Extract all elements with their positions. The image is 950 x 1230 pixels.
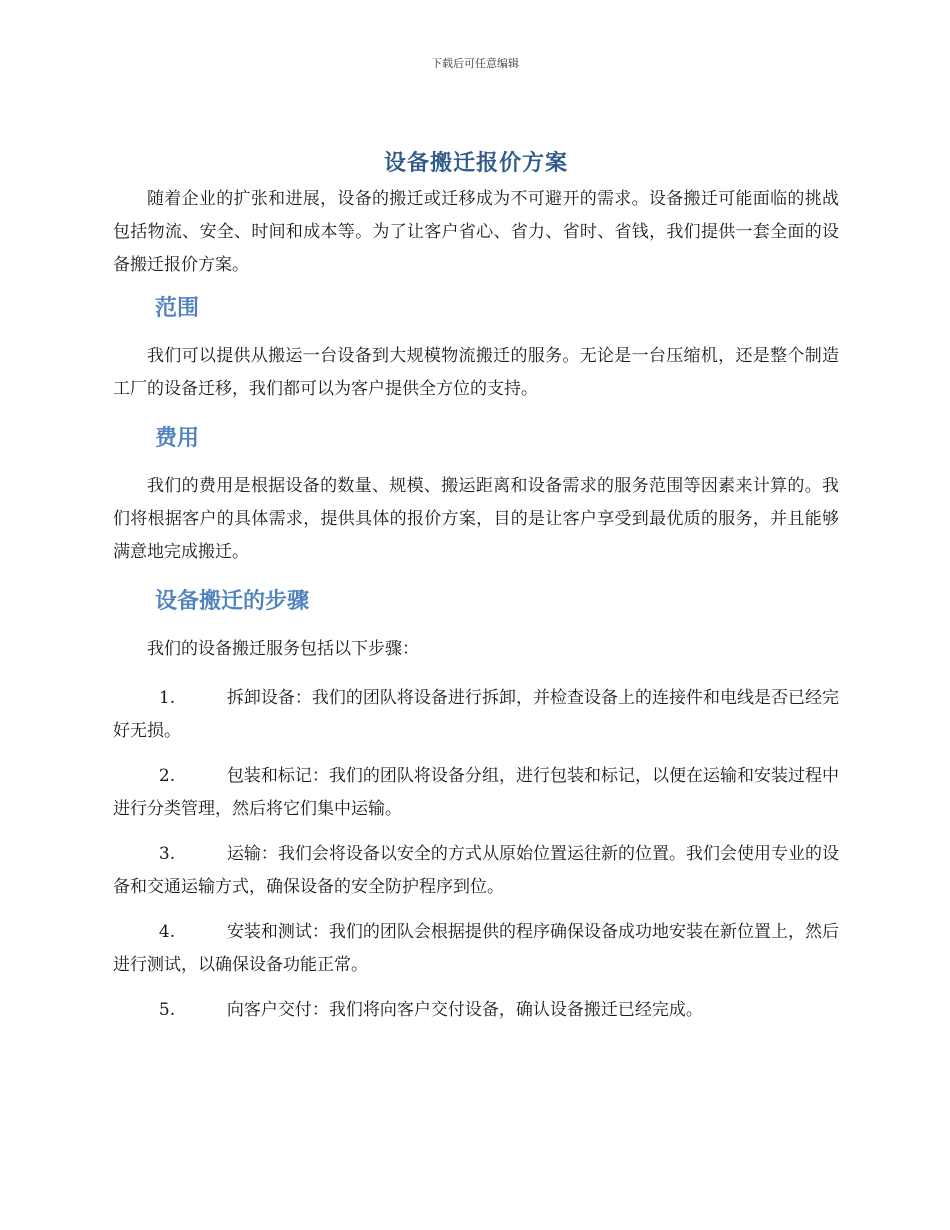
step-number: 4. — [158, 922, 176, 942]
section-heading-scope: 范围 — [155, 296, 200, 321]
section-heading-cost: 费用 — [155, 426, 200, 451]
intro-paragraph: 随着企业的扩张和进展，设备的搬迁或迁移成为不可避开的需求。设备搬迁可能面临的挑战包括物流、安全、时间和成本等。为了让客户省心、省力、省时、省钱，我们提供一套全面的设备搬迁报价方案。 — [113, 189, 839, 275]
step-text: 安装和测试：我们的团队会根据提供的程序确保设备成功地安装在新位置上，然后进行测试，以确保设备功能正常。 — [113, 922, 839, 975]
section-paragraph-steps: 我们的设备搬迁服务包括以下步骤： — [147, 639, 419, 659]
section-paragraph-scope: 我们可以提供从搬运一台设备到大规模物流搬迁的服务。无论是一台压缩机，还是整个制造工厂的设备迁移，我们都可以为客户提供全方位的支持。 — [113, 346, 839, 399]
step-text: 包装和标记：我们的团队将设备分组，进行包装和标记，以便在运输和安装过程中进行分类管理，然后将它们集中运输。 — [113, 766, 839, 819]
step-text: 运输：我们会将设备以安全的方式从原始位置运往新的位置。我们会使用专业的设备和交通运输方式，确保设备的安全防护程序到位。 — [113, 844, 839, 897]
section-paragraph-cost: 我们的费用是根据设备的数量、规模、搬运距离和设备需求的服务范围等因素来计算的。我们将根据客户的具体需求，提供具体的报价方案，目的是让客户享受到最优质的服务，并且能够满意地完成搬迁。 — [113, 476, 839, 562]
step-item — [113, 994, 839, 1027]
step-number: 5. — [158, 1000, 176, 1020]
document-content — [113, 146, 839, 1039]
header-note: 下载后可任意编辑 — [431, 57, 519, 70]
step-number: 3. — [158, 844, 176, 864]
document-title: 设备搬迁报价方案 — [383, 151, 568, 176]
step-number: 2. — [158, 766, 176, 786]
step-item — [113, 916, 839, 982]
step-text: 拆卸设备：我们的团队将设备进行拆卸，并检查设备上的连接件和电线是否已经完好无损。 — [113, 688, 839, 741]
step-number: 1. — [158, 688, 176, 708]
step-item — [113, 838, 839, 904]
step-text: 向客户交付：我们将向客户交付设备，确认设备搬迁已经完成。 — [226, 1000, 703, 1020]
section-heading-steps: 设备搬迁的步骤 — [155, 589, 310, 614]
step-item — [113, 760, 839, 826]
step-item — [113, 682, 839, 748]
